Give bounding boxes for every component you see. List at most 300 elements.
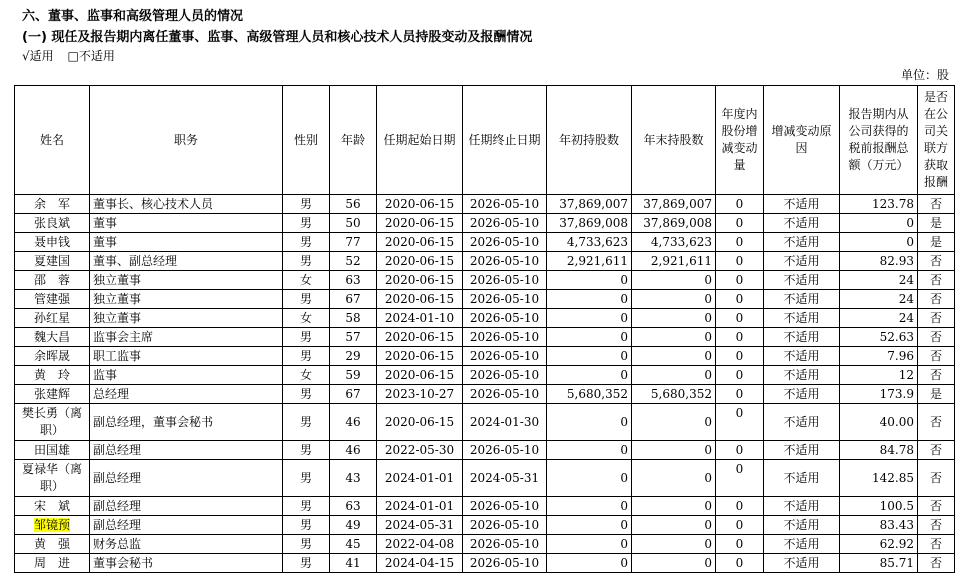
age-cell [330, 328, 377, 347]
start-date-cell [377, 404, 463, 441]
begin-shares-cell [547, 366, 632, 385]
title-cell-text: 财务总监 [93, 537, 142, 551]
pay-cell [840, 271, 918, 290]
share-change-cell-text: 0 [735, 443, 744, 457]
gender-cell [283, 535, 330, 554]
header-share-change: 年度内股份增减变动量 [716, 86, 764, 195]
start-date-cell-text: 2020-06-15 [384, 330, 455, 344]
title-cell-text: 董事长、核心技术人员 [93, 197, 214, 211]
name-cell [15, 535, 90, 554]
gender-cell-text: 男 [299, 387, 312, 401]
name-cell-text: 管建强 [33, 292, 70, 306]
end-date-cell-text: 2026-05-10 [469, 273, 540, 287]
title-cell [90, 290, 283, 309]
gender-cell [283, 460, 330, 497]
end-date-cell [463, 347, 547, 366]
change-reason-cell-text: 不适用 [783, 415, 820, 429]
end-date-cell [463, 441, 547, 460]
end-date-cell-text: 2026-05-10 [469, 197, 540, 211]
share-change-cell-text: 0 [735, 387, 744, 401]
start-date-cell [377, 385, 463, 404]
start-date-cell-text: 2020-06-15 [384, 368, 455, 382]
start-date-cell [377, 328, 463, 347]
name-cell-text: 夏建国 [33, 254, 70, 268]
change-reason-cell [764, 233, 840, 252]
related-pay-cell-text: 否 [929, 292, 942, 306]
name-cell-text: 周 进 [33, 556, 70, 570]
title-cell [90, 214, 283, 233]
start-date-cell [377, 497, 463, 516]
share-change-cell-text: 0 [735, 235, 744, 249]
change-reason-cell-text: 不适用 [783, 556, 820, 570]
begin-shares-cell-text: 37,869,007 [559, 197, 628, 211]
end-shares-cell-text: 2,921,611 [650, 254, 712, 268]
end-date-cell [463, 516, 547, 535]
end-date-cell [463, 214, 547, 233]
start-date-cell [377, 554, 463, 573]
table-row [15, 290, 955, 309]
change-reason-cell [764, 516, 840, 535]
header-name: 姓名 [15, 86, 90, 195]
end-shares-cell [632, 195, 716, 214]
end-shares-cell [632, 441, 716, 460]
name-cell-text: 樊长勇（离职） [21, 406, 82, 437]
related-pay-cell-text: 否 [929, 556, 942, 570]
share-change-cell [716, 554, 764, 573]
start-date-cell [377, 233, 463, 252]
pay-cell-text: 123.78 [872, 197, 914, 211]
begin-shares-cell-text: 0 [620, 443, 628, 457]
title-cell [90, 441, 283, 460]
begin-shares-cell [547, 347, 632, 366]
related-pay-cell [918, 252, 955, 271]
start-date-cell [377, 347, 463, 366]
end-shares-cell [632, 290, 716, 309]
pay-cell [840, 441, 918, 460]
pay-cell [840, 366, 918, 385]
pay-cell-text: 173.9 [879, 387, 914, 401]
pay-cell [840, 535, 918, 554]
start-date-cell [377, 290, 463, 309]
gender-cell-text: 男 [299, 330, 312, 344]
title-cell [90, 366, 283, 385]
gender-cell-text: 男 [299, 556, 312, 570]
share-change-cell-text: 0 [735, 311, 744, 325]
pay-cell [840, 328, 918, 347]
name-cell [15, 214, 90, 233]
start-date-cell [377, 214, 463, 233]
end-shares-cell-text: 0 [704, 499, 712, 513]
change-reason-cell [764, 309, 840, 328]
end-shares-cell-text: 0 [704, 330, 712, 344]
name-cell [15, 233, 90, 252]
end-shares-cell-text: 37,869,008 [643, 216, 712, 230]
pay-cell [840, 195, 918, 214]
related-pay-cell-text: 是 [929, 387, 942, 401]
name-cell-text: 张良斌 [33, 216, 70, 230]
related-pay-cell [918, 516, 955, 535]
title-cell-text: 副总经理 [93, 443, 142, 457]
end-shares-cell-text: 0 [704, 273, 712, 287]
change-reason-cell-text: 不适用 [783, 311, 820, 325]
begin-shares-cell [547, 460, 632, 497]
name-cell [15, 497, 90, 516]
gender-cell [283, 233, 330, 252]
title-cell-text: 副总经理 [93, 499, 142, 513]
name-cell-text: 黄 强 [33, 537, 70, 551]
begin-shares-cell [547, 535, 632, 554]
end-date-cell-text: 2026-05-10 [469, 499, 540, 513]
gender-cell-text: 男 [299, 292, 312, 306]
title-cell [90, 309, 283, 328]
name-cell [15, 554, 90, 573]
end-shares-cell [632, 497, 716, 516]
title-cell [90, 328, 283, 347]
name-cell [15, 460, 90, 497]
age-cell-text: 67 [345, 292, 361, 306]
name-cell [15, 328, 90, 347]
begin-shares-cell [547, 554, 632, 573]
change-reason-cell-text: 不适用 [783, 518, 820, 532]
pay-cell [840, 290, 918, 309]
end-date-cell [463, 271, 547, 290]
age-cell [330, 404, 377, 441]
pay-cell-text: 24 [898, 311, 914, 325]
subsection-title: (一) 现任及报告期内离任董事、监事、高级管理人员和核心技术人员持股变动及报酬情况 [22, 30, 533, 45]
change-reason-cell-text: 不适用 [783, 537, 820, 551]
end-shares-cell [632, 385, 716, 404]
related-pay-cell [918, 404, 955, 441]
change-reason-cell-text: 不适用 [783, 368, 820, 382]
table-row [15, 460, 955, 497]
begin-shares-cell-text: 0 [620, 471, 628, 485]
name-cell-text: 余 军 [33, 197, 70, 211]
title-cell [90, 347, 283, 366]
header-end-shares: 年末持股数 [632, 86, 716, 195]
share-change-cell [716, 309, 764, 328]
title-cell [90, 233, 283, 252]
end-date-cell [463, 252, 547, 271]
header-related-pay: 是否在公司关联方获取报酬 [918, 86, 955, 195]
start-date-cell [377, 195, 463, 214]
title-cell-text: 职工监事 [93, 349, 142, 363]
age-cell-text: 45 [345, 537, 361, 551]
share-change-cell [716, 195, 764, 214]
related-pay-cell [918, 233, 955, 252]
table-row [15, 309, 955, 328]
age-cell-text: 46 [345, 415, 361, 429]
header-title: 职务 [90, 86, 283, 195]
title-cell [90, 385, 283, 404]
age-cell [330, 441, 377, 460]
gender-cell-text: 男 [299, 499, 312, 513]
header-end-date: 任期终止日期 [463, 86, 547, 195]
gender-cell [283, 271, 330, 290]
not-applicable-option: □不适用 [67, 49, 115, 63]
end-shares-cell [632, 460, 716, 497]
age-cell [330, 385, 377, 404]
title-cell-text: 监事会主席 [93, 330, 154, 344]
gender-cell [283, 366, 330, 385]
end-date-cell-text: 2026-05-10 [469, 443, 540, 457]
share-change-cell [716, 214, 764, 233]
pay-cell-text: 62.92 [879, 537, 914, 551]
end-shares-cell-text: 0 [704, 471, 712, 485]
name-cell-text: 魏大昌 [33, 330, 70, 344]
end-date-cell [463, 404, 547, 441]
end-date-cell-text: 2026-05-10 [469, 368, 540, 382]
unit-label: 单位：股 [900, 68, 949, 82]
section-title: 六、董事、监事和高级管理人员的情况 [22, 9, 244, 24]
share-change-cell-text: 0 [735, 330, 744, 344]
name-cell-text: 孙红星 [33, 311, 70, 325]
related-pay-cell-text: 否 [929, 254, 942, 268]
age-cell-text: 41 [345, 556, 361, 570]
begin-shares-cell-text: 0 [620, 349, 628, 363]
name-cell-text: 夏禄华（离职） [21, 462, 82, 493]
pay-cell [840, 347, 918, 366]
end-date-cell [463, 497, 547, 516]
share-change-cell-text: 0 [735, 462, 744, 476]
table-row [15, 441, 955, 460]
share-change-cell-text: 0 [735, 273, 744, 287]
change-reason-cell [764, 271, 840, 290]
age-cell [330, 290, 377, 309]
end-date-cell-text: 2026-05-10 [469, 537, 540, 551]
pay-cell-text: 24 [898, 292, 914, 306]
age-cell [330, 535, 377, 554]
start-date-cell-text: 2024-05-31 [384, 518, 455, 532]
end-date-cell [463, 385, 547, 404]
age-cell [330, 214, 377, 233]
begin-shares-cell [547, 385, 632, 404]
name-cell [15, 366, 90, 385]
begin-shares-cell-text: 0 [620, 311, 628, 325]
related-pay-cell [918, 347, 955, 366]
share-change-cell [716, 347, 764, 366]
begin-shares-cell-text: 0 [620, 499, 628, 513]
name-cell-text: 邵 蓉 [33, 273, 70, 287]
begin-shares-cell-text: 0 [620, 330, 628, 344]
age-cell-text: 52 [345, 254, 361, 268]
share-change-cell-text: 0 [735, 406, 744, 420]
age-cell-text: 63 [345, 499, 361, 513]
related-pay-cell-text: 否 [929, 330, 942, 344]
end-date-cell-text: 2026-05-10 [469, 254, 540, 268]
share-change-cell [716, 385, 764, 404]
gender-cell-text: 男 [299, 254, 312, 268]
related-pay-cell-text: 否 [929, 537, 942, 551]
begin-shares-cell [547, 252, 632, 271]
title-cell-text: 董事会秘书 [93, 556, 154, 570]
gender-cell [283, 214, 330, 233]
gender-cell-text: 男 [299, 443, 312, 457]
age-cell [330, 554, 377, 573]
change-reason-cell-text: 不适用 [783, 349, 820, 363]
age-cell-text: 43 [345, 471, 361, 485]
table-row [15, 404, 955, 441]
table-row [15, 214, 955, 233]
share-change-cell [716, 497, 764, 516]
start-date-cell-text: 2020-06-15 [384, 216, 455, 230]
gender-cell-text: 男 [299, 235, 312, 249]
end-shares-cell-text: 0 [704, 292, 712, 306]
begin-shares-cell-text: 0 [620, 537, 628, 551]
start-date-cell [377, 271, 463, 290]
age-cell [330, 516, 377, 535]
gender-cell-text: 男 [299, 518, 312, 532]
header-change-reason: 增减变动原因 [764, 86, 840, 195]
end-shares-cell [632, 404, 716, 441]
end-date-cell [463, 366, 547, 385]
begin-shares-cell-text: 0 [620, 518, 628, 532]
age-cell-text: 59 [345, 368, 361, 382]
end-date-cell-text: 2026-05-10 [469, 387, 540, 401]
gender-cell [283, 195, 330, 214]
header-age: 年龄 [330, 86, 377, 195]
pay-cell-text: 40.00 [879, 415, 914, 429]
table-row [15, 347, 955, 366]
end-shares-cell [632, 535, 716, 554]
share-change-cell-text: 0 [735, 197, 744, 211]
name-cell [15, 195, 90, 214]
begin-shares-cell [547, 195, 632, 214]
begin-shares-cell [547, 516, 632, 535]
title-cell [90, 460, 283, 497]
share-change-cell [716, 404, 764, 441]
gender-cell [283, 404, 330, 441]
age-cell-text: 57 [345, 330, 361, 344]
header-begin-shares: 年初持股数 [547, 86, 632, 195]
table-row [15, 516, 955, 535]
title-cell-text: 董事 [93, 216, 118, 230]
end-date-cell [463, 233, 547, 252]
change-reason-cell [764, 554, 840, 573]
pay-cell-text: 85.71 [879, 556, 914, 570]
table-row [15, 366, 955, 385]
title-cell-text: 独立董事 [93, 273, 142, 287]
age-cell-text: 46 [345, 443, 361, 457]
related-pay-cell-text: 是 [929, 235, 942, 249]
pay-cell-text: 82.93 [879, 254, 914, 268]
age-cell-text: 29 [345, 349, 361, 363]
related-pay-cell-text: 否 [929, 197, 942, 211]
title-cell-text: 总经理 [93, 387, 130, 401]
related-pay-cell [918, 460, 955, 497]
gender-cell [283, 252, 330, 271]
start-date-cell-text: 2020-06-15 [384, 415, 455, 429]
gender-cell [283, 441, 330, 460]
pay-cell-text: 0 [906, 216, 914, 230]
gender-cell [283, 497, 330, 516]
name-cell [15, 404, 90, 441]
age-cell [330, 271, 377, 290]
end-date-cell-text: 2026-05-10 [469, 556, 540, 570]
related-pay-cell-text: 否 [929, 499, 942, 513]
end-shares-cell-text: 37,869,007 [643, 197, 712, 211]
start-date-cell [377, 516, 463, 535]
end-date-cell [463, 290, 547, 309]
share-change-cell-text: 0 [735, 368, 744, 382]
start-date-cell-text: 2024-01-01 [384, 499, 455, 513]
related-pay-cell [918, 554, 955, 573]
share-change-cell [716, 441, 764, 460]
name-cell-text: 聂申钱 [33, 235, 70, 249]
gender-cell [283, 347, 330, 366]
name-cell-text: 黄 玲 [33, 368, 70, 382]
related-pay-cell [918, 214, 955, 233]
end-date-cell [463, 195, 547, 214]
end-shares-cell [632, 233, 716, 252]
age-cell-text: 67 [345, 387, 361, 401]
start-date-cell-text: 2022-04-08 [384, 537, 455, 551]
age-cell [330, 366, 377, 385]
change-reason-cell-text: 不适用 [783, 330, 820, 344]
age-cell-text: 77 [345, 235, 361, 249]
change-reason-cell [764, 328, 840, 347]
gender-cell [283, 328, 330, 347]
share-change-cell-text: 0 [735, 556, 744, 570]
pay-cell [840, 214, 918, 233]
share-change-cell [716, 328, 764, 347]
age-cell-text: 56 [345, 197, 361, 211]
table-row [15, 554, 955, 573]
table-row [15, 535, 955, 554]
change-reason-cell [764, 535, 840, 554]
change-reason-cell [764, 441, 840, 460]
gender-cell-text: 男 [299, 471, 312, 485]
end-shares-cell-text: 0 [704, 311, 712, 325]
related-pay-cell [918, 441, 955, 460]
end-shares-cell-text: 4,733,623 [650, 235, 712, 249]
related-pay-cell [918, 195, 955, 214]
begin-shares-cell [547, 497, 632, 516]
pay-cell-text: 84.78 [879, 443, 914, 457]
end-shares-cell [632, 347, 716, 366]
pay-cell [840, 460, 918, 497]
change-reason-cell [764, 497, 840, 516]
table-header-row [15, 86, 955, 195]
related-pay-cell [918, 290, 955, 309]
gender-cell-text: 男 [299, 415, 312, 429]
start-date-cell-text: 2020-06-15 [384, 235, 455, 249]
pay-cell [840, 516, 918, 535]
end-date-cell-text: 2026-05-10 [469, 518, 540, 532]
pay-cell-text: 12 [898, 368, 914, 382]
begin-shares-cell-text: 0 [620, 292, 628, 306]
name-cell [15, 385, 90, 404]
age-cell-text: 58 [345, 311, 361, 325]
end-date-cell [463, 328, 547, 347]
change-reason-cell [764, 347, 840, 366]
name-cell-text: 余晖晟 [33, 349, 70, 363]
start-date-cell [377, 366, 463, 385]
end-date-cell-text: 2024-05-31 [469, 471, 540, 485]
gender-cell [283, 290, 330, 309]
start-date-cell-text: 2020-06-15 [384, 197, 455, 211]
pay-cell [840, 252, 918, 271]
gender-cell-text: 女 [299, 311, 312, 325]
begin-shares-cell [547, 441, 632, 460]
change-reason-cell [764, 460, 840, 497]
age-cell [330, 195, 377, 214]
end-shares-cell-text: 0 [704, 349, 712, 363]
share-change-cell-text: 0 [735, 254, 744, 268]
related-pay-cell-text: 否 [929, 471, 942, 485]
change-reason-cell [764, 404, 840, 441]
pay-cell-text: 24 [898, 273, 914, 287]
start-date-cell [377, 460, 463, 497]
